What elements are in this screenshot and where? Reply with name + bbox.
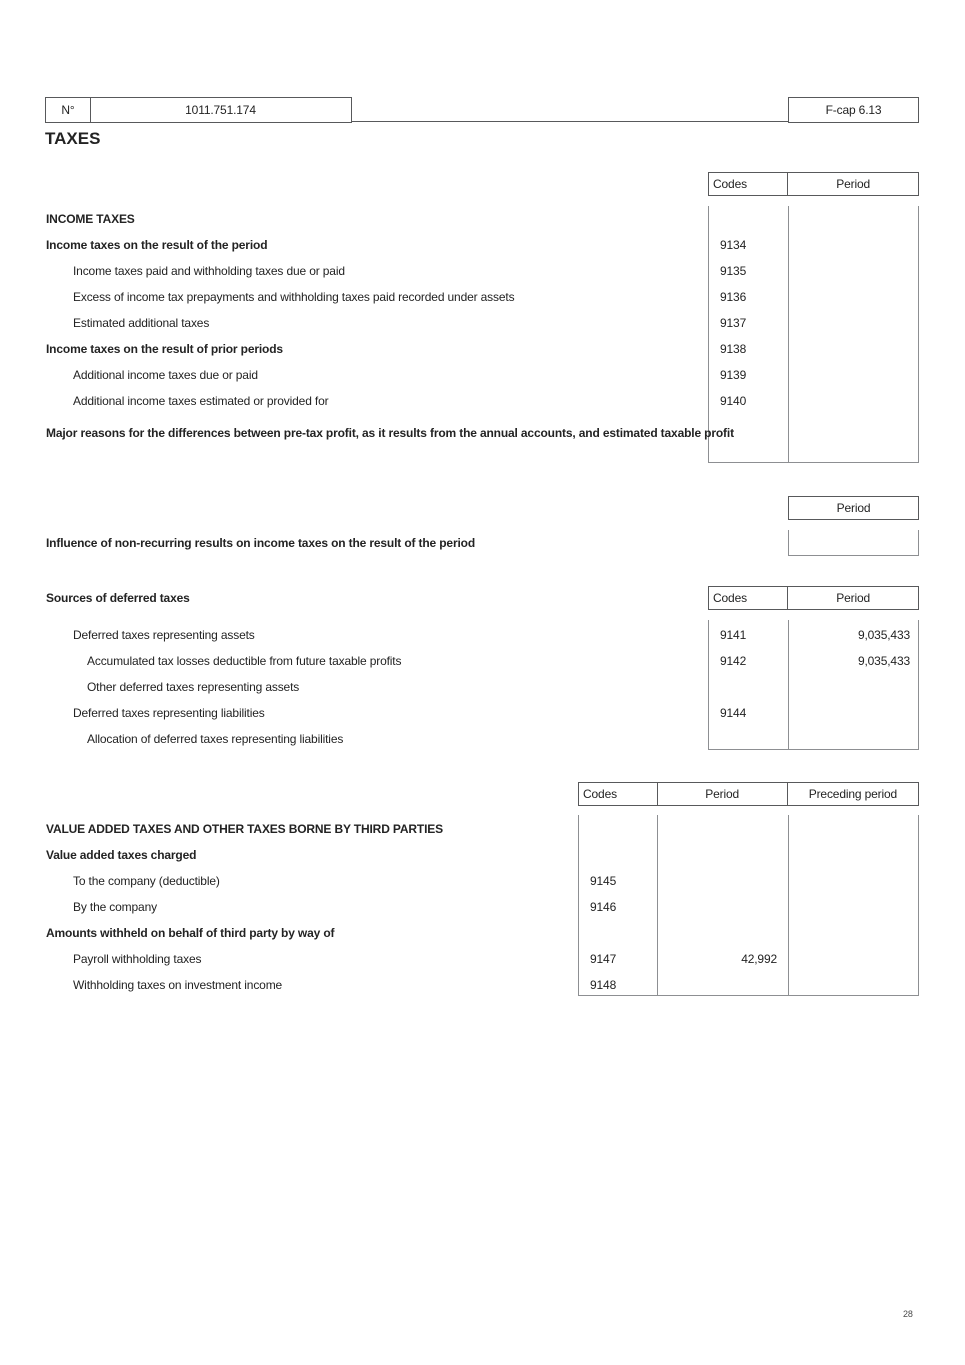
period-column-header: Period xyxy=(836,177,871,191)
row-label: Allocation of deferred taxes representing liabilities xyxy=(87,732,344,746)
table-row xyxy=(0,674,965,700)
row-label: Value added taxes charged xyxy=(46,848,197,862)
row-label: Additional income taxes due or paid xyxy=(73,368,258,382)
page-number: 28 xyxy=(903,1309,913,1319)
row-label: Other deferred taxes representing assets xyxy=(87,680,300,694)
table-row xyxy=(0,232,965,258)
row-label: Payroll withholding taxes xyxy=(73,952,202,966)
row-label: Additional income taxes estimated or provided for xyxy=(73,394,329,408)
row-label: Amounts withheld on behalf of third party by way of xyxy=(46,926,335,940)
header-rule xyxy=(352,121,788,122)
table-row xyxy=(0,258,965,284)
row-label: VALUE ADDED TAXES AND OTHER TAXES BORNE BY THIRD PARTIES xyxy=(46,822,443,836)
codes-column-header: Codes xyxy=(709,587,788,609)
row-code: 9136 xyxy=(720,290,747,304)
period-column-header: Period xyxy=(836,501,871,515)
row-code: 9145 xyxy=(590,874,617,888)
period-column-header: Period xyxy=(658,783,788,805)
codes-column-header: Codes xyxy=(709,173,788,195)
table-row xyxy=(0,920,965,946)
table-row xyxy=(0,726,965,752)
form-number-value: 1011.751.174 xyxy=(90,97,352,123)
table-row xyxy=(0,206,965,232)
table-row xyxy=(0,284,965,310)
influence-row xyxy=(0,530,965,556)
row-label: Deferred taxes representing assets xyxy=(73,628,255,642)
row-code: 9140 xyxy=(720,394,747,408)
codes-column-header: Codes xyxy=(579,783,658,805)
row-code: 9137 xyxy=(720,316,747,330)
table-row xyxy=(0,868,965,894)
page-title: TAXES xyxy=(45,129,101,148)
form-ref: F-cap 6.13 xyxy=(788,97,919,123)
major-reasons-note: Major reasons for the differences between pre-tax profit, as it results from the annual accounts, and estimated taxable profit xyxy=(46,426,734,440)
income-table-header xyxy=(708,172,919,196)
row-label: Excess of income tax prepayments and withholding taxes paid recorded under assets xyxy=(73,290,515,304)
row-period-value: 42,992 xyxy=(741,952,777,966)
period-column-header: Period xyxy=(836,591,871,605)
row-label: Deferred taxes representing liabilities xyxy=(73,706,265,720)
row-label: Income taxes on the result of prior periods xyxy=(46,342,283,356)
table-row xyxy=(0,842,965,868)
row-label: By the company xyxy=(73,900,157,914)
table-row xyxy=(0,310,965,336)
deferred-table-header xyxy=(708,586,919,610)
table-row xyxy=(0,336,965,362)
preceding-period-column-header: Preceding period xyxy=(808,787,898,801)
row-code: 9139 xyxy=(720,368,747,382)
row-code: 9135 xyxy=(720,264,747,278)
table-row xyxy=(0,946,965,972)
table-row xyxy=(0,700,965,726)
row-period-value: 9,035,433 xyxy=(857,628,910,642)
row-code: 9141 xyxy=(720,628,747,642)
row-label: Income taxes paid and withholding taxes due or paid xyxy=(73,264,345,278)
row-code: 9144 xyxy=(720,706,747,720)
row-label: Estimated additional taxes xyxy=(73,316,210,330)
row-code: 9148 xyxy=(590,978,617,992)
row-code: 9134 xyxy=(720,238,747,252)
table-row xyxy=(0,622,965,648)
row-code: 9138 xyxy=(720,342,747,356)
table-row xyxy=(0,362,965,388)
influence-period-header-box xyxy=(788,496,919,520)
vat-table-header xyxy=(578,782,919,806)
table-row xyxy=(0,388,965,414)
deferred-section-title: Sources of deferred taxes xyxy=(46,591,190,605)
table-row xyxy=(0,648,965,674)
influence-label: Influence of non-recurring results on income taxes on the result of the period xyxy=(46,536,476,550)
table-row xyxy=(0,972,965,998)
row-code: 9142 xyxy=(720,654,747,668)
row-code: 9146 xyxy=(590,900,617,914)
row-label: INCOME TAXES xyxy=(46,212,135,226)
form-number-label: N° xyxy=(45,97,91,123)
row-label: Withholding taxes on investment income xyxy=(73,978,283,992)
table-row xyxy=(0,894,965,920)
row-period-value: 9,035,433 xyxy=(857,654,910,668)
row-label: Accumulated tax losses deductible from future taxable profits xyxy=(87,654,402,668)
row-label: Income taxes on the result of the period xyxy=(46,238,268,252)
table-row xyxy=(0,816,965,842)
row-label: To the company (deductible) xyxy=(73,874,220,888)
row-code: 9147 xyxy=(590,952,617,966)
